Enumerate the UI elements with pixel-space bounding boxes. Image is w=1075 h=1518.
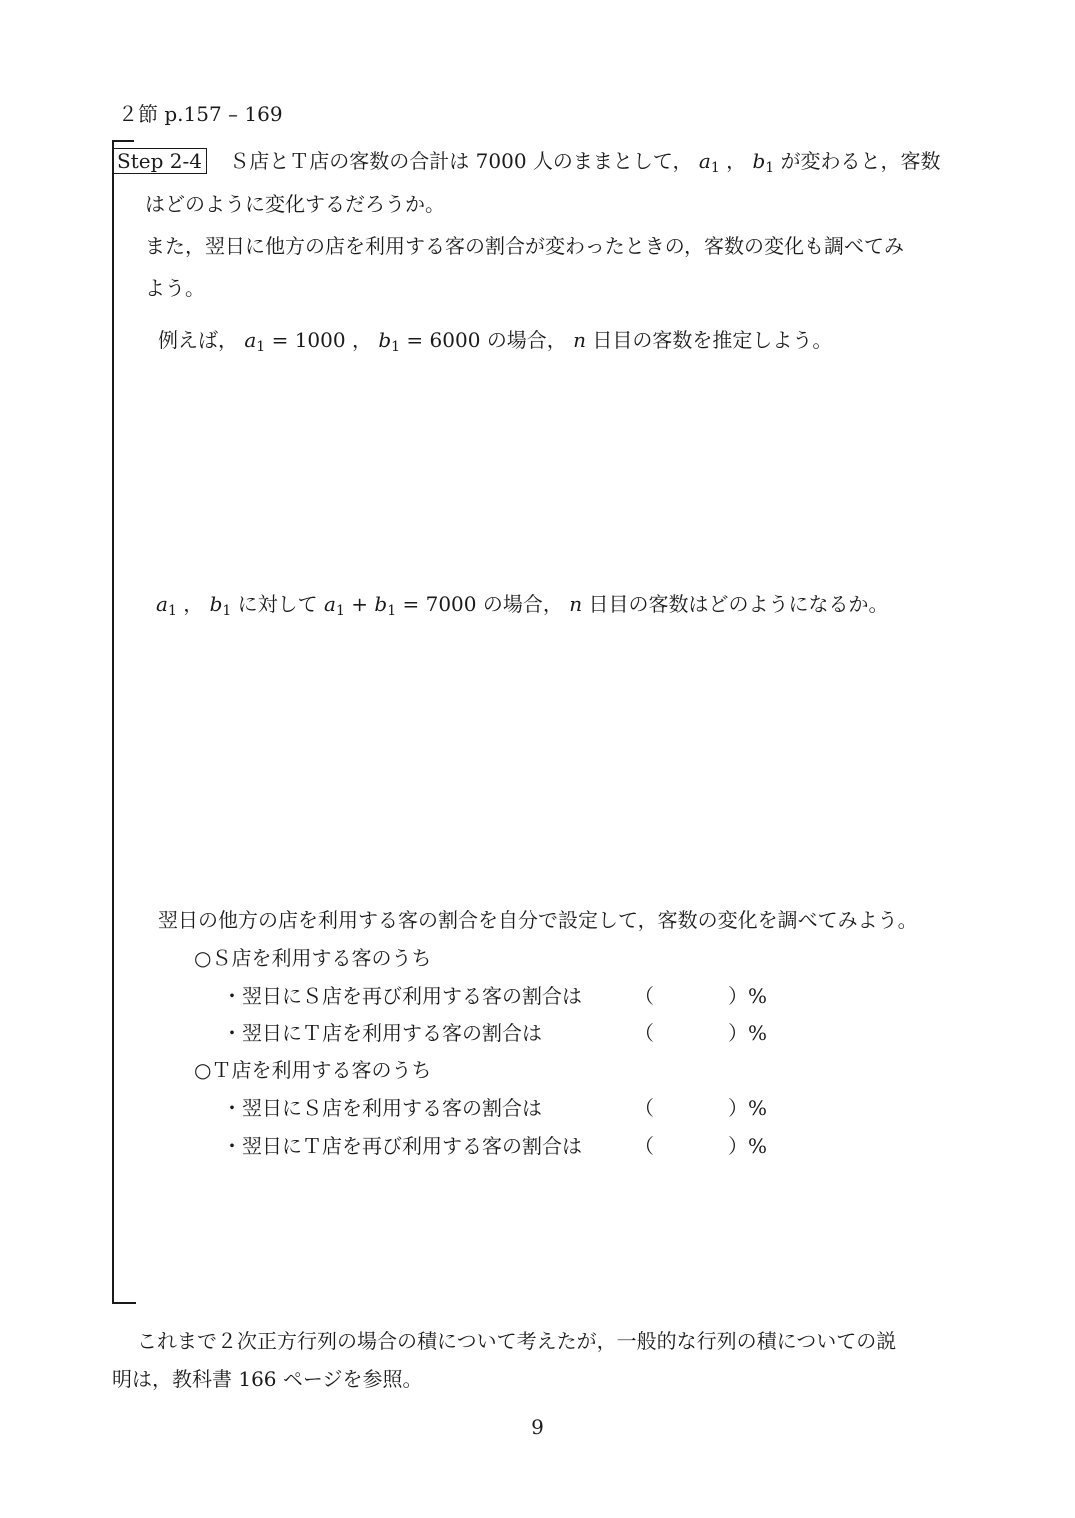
paren-open: （	[634, 1021, 654, 1045]
step-text-b: ，	[726, 149, 747, 173]
math-a1: $a_1$	[698, 149, 720, 176]
math-n: n	[573, 328, 587, 352]
paren-close-percent: ）%	[728, 1134, 768, 1158]
ratio-label: ・翌日にＴ店を再び利用する客の割合は	[222, 1134, 582, 1158]
general-sep: ，	[183, 592, 204, 616]
example-b-value: 6000	[429, 328, 481, 352]
paren-open: （	[634, 1134, 654, 1158]
general-suffix-a: の場合，	[482, 592, 563, 616]
math-n-general: n	[569, 592, 583, 616]
example-line	[158, 328, 833, 355]
paren-open: （	[634, 984, 654, 1008]
footer-note-line-1: これまで２次正方行列の場合の積について考えたが，一般的な行列の積についての説	[137, 1329, 897, 1353]
step-line-2: はどのように変化するだろうか。	[145, 192, 445, 216]
ratio-label: ・翌日にＳ店を再び利用する客の割合は	[222, 984, 582, 1008]
math-b1: $b_1$	[752, 149, 775, 176]
footer-note-line-2: 明は，教科書 166 ページを参照。	[112, 1367, 423, 1391]
step-line-1	[112, 149, 941, 176]
ratio-row	[0, 1134, 1075, 1158]
math-b1-eq: $b_1 = 6000$	[378, 328, 481, 355]
step-text-c: が変わると，客数	[780, 149, 941, 173]
step-line-3: また，翌日に他方の店を利用する客の割合が変わったときの，客数の変化も調べてみ	[145, 234, 904, 258]
math-a1-general: $a_1$	[156, 592, 177, 619]
math-sum: $a_1 + b_1 = 7000$	[324, 592, 477, 619]
step-text-a: Ｓ店とＴ店の客数の合計は 7000 人のままとして，	[229, 149, 693, 173]
setting-intro: 翌日の他方の店を利用する客の割合を自分で設定して，客数の変化を調べてみよう。	[158, 908, 918, 932]
bracket-top-line	[112, 140, 134, 142]
paren-close-percent: ）%	[728, 1096, 768, 1120]
example-suffix-a: の場合，	[486, 328, 567, 352]
example-a-value: 1000	[294, 328, 346, 352]
step-label: Step 2-4	[112, 148, 207, 174]
general-mid: に対して	[237, 592, 325, 616]
general-sum-value: 7000	[425, 592, 477, 616]
paren-close-percent: ）%	[728, 984, 768, 1008]
math-b1-general: $b_1$	[209, 592, 232, 619]
section-reference: ２節 p.157 – 169	[118, 102, 283, 126]
general-line	[156, 592, 889, 619]
paren-close-percent: ）%	[728, 1021, 768, 1045]
ratio-row	[0, 1096, 1075, 1120]
step-line-4: よう。	[145, 276, 205, 300]
bracket-bottom-line	[112, 1302, 136, 1304]
example-prefix: 例えば，	[158, 328, 238, 352]
ratio-label: ・翌日にＴ店を利用する客の割合は	[222, 1021, 542, 1045]
general-suffix-b: 日目の客数はどのようになるか。	[588, 592, 889, 616]
group-heading-t: ○Ｔ店を利用する客のうち	[194, 1058, 432, 1082]
page-number: 9	[531, 1415, 544, 1439]
ratio-row	[0, 984, 1075, 1008]
bracket-side-line	[112, 140, 114, 1303]
math-a1-eq: $a_1 = 1000$	[244, 328, 346, 355]
example-sep: ，	[351, 328, 372, 352]
paren-open: （	[634, 1096, 654, 1120]
ratio-row	[0, 1021, 1075, 1045]
group-heading-s: ○Ｓ店を利用する客のうち	[194, 946, 432, 970]
example-suffix-b: 日目の客数を推定しよう。	[592, 328, 833, 352]
ratio-label: ・翌日にＳ店を利用する客の割合は	[222, 1096, 542, 1120]
